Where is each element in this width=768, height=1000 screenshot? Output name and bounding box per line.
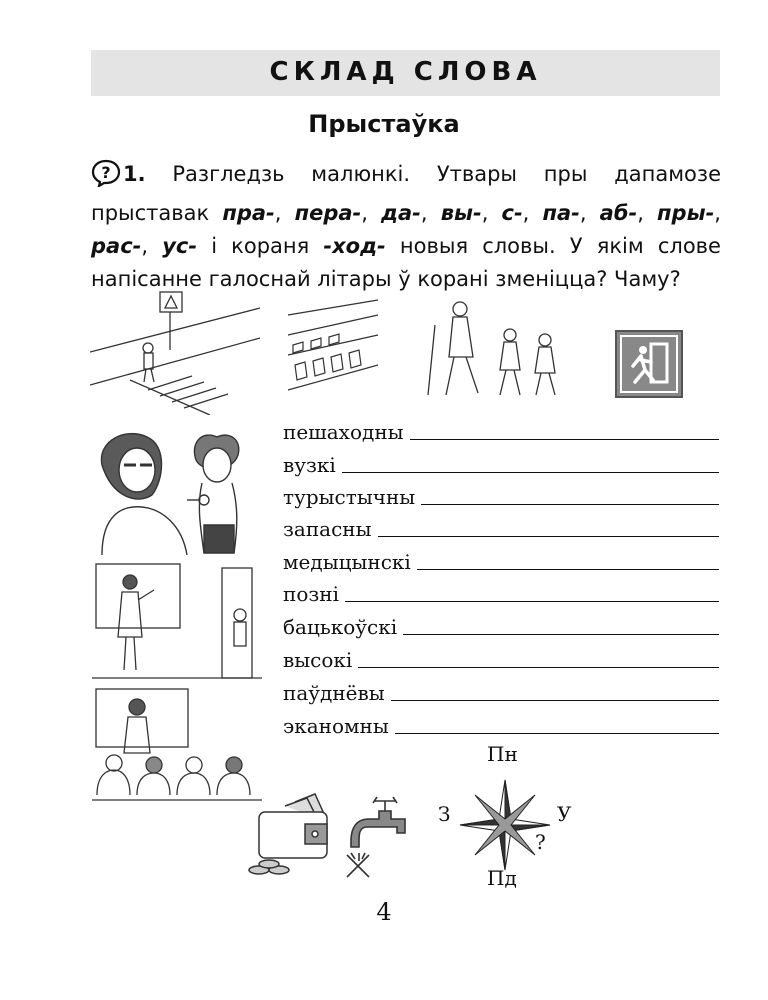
answer-line[interactable]: [417, 569, 719, 570]
answer-line[interactable]: [342, 472, 719, 473]
root: -ход-: [323, 234, 386, 258]
word-row: [283, 679, 719, 705]
prefix: пра-: [222, 201, 275, 225]
tourists-image: [410, 295, 570, 405]
doctor-examining-boy-image: [92, 425, 262, 555]
compass-rose-icon: [455, 775, 555, 875]
word-row: [283, 580, 719, 606]
task-intro: Разгледзь малюнкі. Утвары пры дапамозе прыставак: [91, 162, 721, 225]
word-row: [283, 548, 719, 574]
answer-line[interactable]: [410, 439, 719, 440]
section-subtitle: Прыстаўка: [308, 110, 460, 138]
task-text: ? 1. Разгледзь малюнкі. Утвары пры дапамозе прыставак пра-, пера-, да-, вы-, с-, па-, аб-, пры-, рас-, ус- і кораня -ход- новыя словы. У якім слове напісанне галоснай літары ў корані зменіцца? Чаму?: [91, 158, 721, 296]
pedestrian-crossing-image: [90, 290, 260, 415]
word-row: [283, 451, 719, 477]
task-connector: і кораня: [211, 234, 310, 258]
task-outro: новыя словы. У якім слове напісанне галоснай літары ў корані зменіцца? Чаму?: [91, 234, 721, 291]
prefix: па-: [542, 201, 580, 225]
word-label: медыцынскі: [283, 550, 411, 574]
compass-east-label: У: [557, 802, 572, 826]
word-row: [283, 712, 719, 738]
answer-line[interactable]: [395, 733, 719, 734]
compass-south-label: Пд: [487, 866, 517, 890]
prefix: пры-: [657, 201, 715, 225]
word-row: [283, 515, 719, 541]
word-row: [283, 418, 719, 444]
prefix: ус-: [162, 234, 198, 258]
stadium-seats-image: [283, 295, 383, 405]
word-row: [283, 613, 719, 639]
compass-west-label: З: [438, 802, 451, 826]
prefix: с-: [501, 201, 523, 225]
parent-meeting-image: [92, 685, 262, 815]
prefix: вы-: [440, 201, 482, 225]
answer-line[interactable]: [403, 634, 719, 635]
prefix: рас-: [91, 234, 142, 258]
answer-line[interactable]: [358, 667, 719, 668]
task-number: 1.: [123, 162, 146, 186]
word-row: [283, 483, 719, 509]
word-label: высокі: [283, 648, 353, 672]
emergency-exit-sign-icon: [615, 330, 683, 398]
word-row: [283, 646, 719, 672]
word-label: вузкі: [283, 453, 336, 477]
header-banner: [91, 50, 720, 96]
word-label: бацькоўскі: [283, 615, 398, 639]
answer-line[interactable]: [391, 700, 719, 701]
question-bubble-icon: [91, 159, 121, 197]
word-label: эканомны: [283, 714, 389, 738]
answer-line[interactable]: [378, 536, 719, 537]
prefix: пера-: [294, 201, 362, 225]
prefix: да-: [381, 201, 421, 225]
word-label: запасны: [283, 517, 372, 541]
teacher-classroom-image: [92, 560, 262, 680]
compass-question-mark: ?: [535, 830, 546, 854]
page-title: СКЛАД СЛОВА: [269, 57, 542, 87]
water-tap-image: [345, 795, 415, 880]
word-label: турыстычны: [283, 485, 416, 509]
prefix: аб-: [599, 201, 638, 225]
word-label: паўднёвы: [283, 681, 385, 705]
word-label: пешаходны: [283, 420, 404, 444]
answer-line[interactable]: [345, 601, 719, 602]
compass-north-label: Пн: [487, 742, 518, 766]
wallet-coins-image: [245, 790, 335, 880]
svg-text:?: ?: [101, 163, 111, 182]
page-number: 4: [376, 898, 392, 926]
word-label: позні: [283, 582, 340, 606]
answer-line[interactable]: [421, 504, 719, 505]
